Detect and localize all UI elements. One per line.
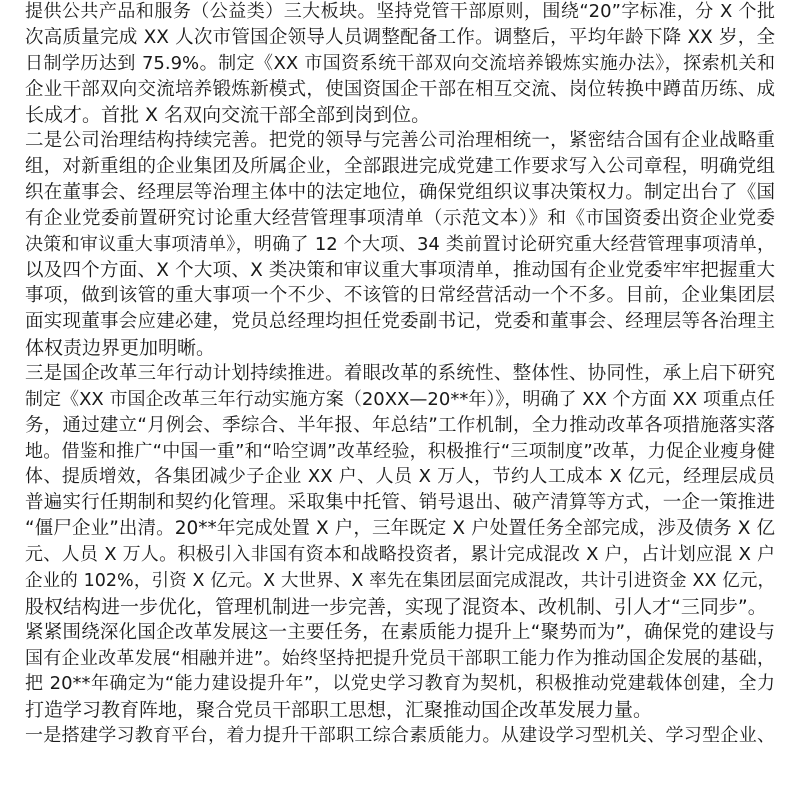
text-line: 一是搭建学习教育平台，着力提升干部职工综合素质能力。从建设学习型机关、学习型企业、	[25, 725, 775, 747]
text-line: 把 20**年确定为“能力建设提升年”，以党史学习教育为契机，积极推动党建载体创建，全力	[25, 673, 775, 695]
text-line: 日制学历达到 75.9%。制定《XX 市国资系统干部双向交流培养锻炼实施办法》，探索机关和	[25, 52, 775, 74]
text-line: 织在董事会、经理层等治理主体中的法定地位，确保党组织议事决策权力。制定出台了《国	[25, 182, 775, 204]
text-line: 以及四个方面、X 个大项、X 类决策和审议重大事项清单，推动国有企业党委牢牢把握重大	[25, 259, 775, 281]
text-line: 三是国企改革三年行动计划持续推进。着眼改革的系统性、整体性、协同性，承上启下研究	[25, 363, 775, 385]
text-line: 企业的 102%，引资 X 亿元。X 大世界、X 率先在集团层面完成混改，共计引进资金 XX 亿元，	[25, 570, 775, 591]
text-line: 务，通过建立“月例会、季综合、半年报、年总结”工作机制，全力推动改革各项措施落实落	[25, 414, 775, 436]
text-line: 体权责边界更加明晰。	[25, 337, 216, 360]
text-line: 提供公共产品和服务（公益类）三大板块。坚持党管干部原则，围绕“20”字标准，分 X 个批	[25, 1, 775, 22]
text-line: 长成才。首批 X 名双向交流干部全部到岗到位。	[25, 104, 431, 127]
text-line: 事项，做到该管的重大事项一个不少、不该管的日常经营活动一个不多。目前，企业集团层	[25, 285, 775, 307]
text-line: 有企业党委前置研究讨论重大经营管理事项清单（示范文本）》和《市国资委出资企业党委	[25, 207, 775, 229]
text-line: 打造学习教育阵地，聚合党员干部职工思想，汇聚推动国企改革发展力量。	[25, 699, 653, 722]
text-line: 决策和审议重大事项清单》，明确了 12 个大项、34 类前置讨论研究重大经营管理事项清单，	[25, 233, 775, 255]
text-line: 制定《XX 市国企改革三年行动实施方案（20XX—20**年）》，明确了 XX 个方面 XX 项重点任	[25, 388, 775, 410]
text-line: 地。借鉴和推广“中国一重”和“哈空调”改革经验，积极推行“三项制度”改革，力促企业瘦身健	[25, 440, 775, 462]
text-line: 次高质量完成 XX 人次市管国企领导人员调整配备工作。调整后，平均年龄下降 XX 岁，全	[25, 26, 775, 48]
text-line: 国有企业改革发展“相融并进”。始终坚持把提升党员干部职工能力作为推动国企发展的基础，	[25, 647, 775, 669]
text-line: 普遍实行任期制和契约化管理。采取集中托管、销号退出、破产清算等方式，一企一策推进	[25, 492, 775, 514]
text-line: “僵尸企业”出清。20**年完成处置 X 户，三年既定 X 户处置任务全部完成，涉及债务 X 亿	[25, 518, 775, 540]
text-line: 二是公司治理结构持续完善。把党的领导与完善公司治理相统一，紧密结合国有企业战略重	[25, 130, 775, 152]
text-line: 紧紧围绕深化国企改革发展这一主要任务，在素质能力提升上“聚势而为”，确保党的建设与	[25, 621, 775, 643]
text-line: 企业干部双向交流培养锻炼新模式，使国资国企干部在相互交流、岗位转换中蹲苗历练、成	[25, 78, 775, 100]
text-line: 组，对新重组的企业集团及所属企业，全部跟进完成党建工作要求写入公司章程，明确党组	[25, 156, 775, 178]
text-line: 面实现董事会应建必建，党员总经理均担任党委副书记，党委和董事会、经理层等各治理主	[25, 311, 775, 333]
text-line: 股权结构进一步优化，管理机制进一步完善，实现了混资本、改机制、引人才“三同步”。	[25, 595, 767, 618]
text-line: 体、提质增效，各集团减少子企业 XX 户、人员 X 万人，节约人工成本 X 亿元，经理层成员	[25, 466, 775, 488]
text-line: 元、人员 X 万人。积极引入非国有资本和战略投资者，累计完成混改 X 户，占计划应混 X 户	[25, 544, 775, 566]
